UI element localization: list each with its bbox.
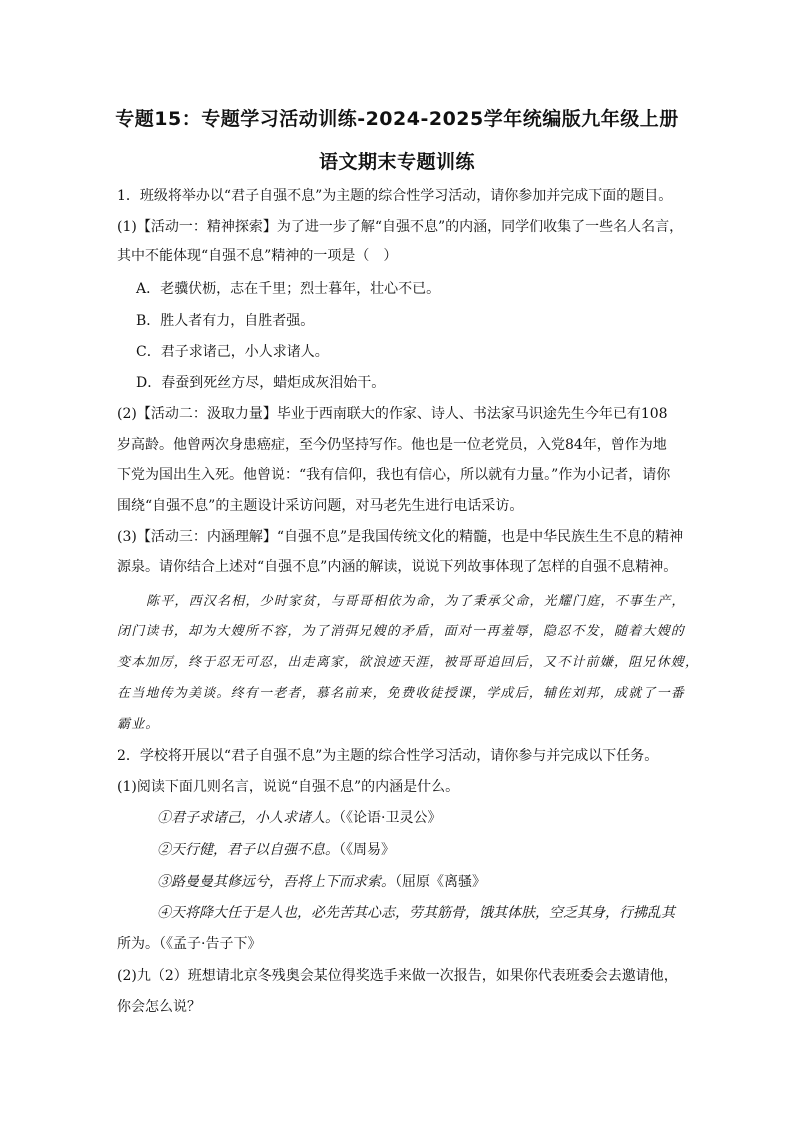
quote-2-text: ②天行健，君子以自强不息。 bbox=[157, 842, 339, 858]
q1-part2-line1: (2)【活动二：汲取力量】毕业于西南联大的作家、诗人、书法家马识途先生今年已有108 bbox=[117, 406, 668, 422]
q1-option-c: C．君子求诸己，小人求诸人。 bbox=[136, 344, 329, 360]
question-2-stem: 2．学校将开展以“君子自强不息”为主题的综合性学习活动，请你参与并完成以下任务。 bbox=[117, 748, 659, 764]
quote-4 bbox=[157, 903, 675, 923]
q1-option-b: B．胜人者有力，自胜者强。 bbox=[136, 313, 315, 329]
quote-3-source: （屈原《离骚》 bbox=[395, 874, 486, 890]
document-title-line1: 专题15：专题学习活动训练-2024-2025学年统编版九年级上册 bbox=[115, 108, 679, 130]
quote-3-text: ③路曼曼其修远兮，吾将上下而求索。 bbox=[157, 874, 395, 890]
q2-part2-line2: 你会怎么说？ bbox=[117, 999, 201, 1015]
q1-option-d: D．春蚕到死丝方尽，蜡炬成灰泪始干。 bbox=[136, 375, 386, 391]
q2-part1: (1)阅读下面几则名言，说说“自强不息”的内涵是什么。 bbox=[117, 779, 460, 795]
q1-part2-line2: 岁高龄。他曾两次身患癌症，至今仍坚持写作。他也是一位老党员，入党84年，曾作为地 bbox=[117, 437, 667, 453]
q1-part2-line3: 下党为国出生入死。他曾说：“我有信仰，我也有信心，所以就有力量。”作为小记者，请你 bbox=[117, 467, 671, 483]
document-title-line2: 语文期末专题训练 bbox=[318, 151, 475, 173]
q1-part1-line1: (1)【活动一：精神探索】为了进一步了解“自强不息”的内涵，同学们收集了一些名人名言， bbox=[117, 219, 684, 235]
quote-1-source: （《论语·卫灵公》 bbox=[339, 810, 442, 826]
q1-part2-line4: 围绕“自强不息”的主题设计采访问题，对马老先生进行电话采访。 bbox=[117, 498, 524, 514]
question-1-stem: 1．班级将举办以“君子自强不息”为主题的综合性学习活动，请你参加并完成下面的题目。 bbox=[117, 188, 673, 204]
q1-part1-line2: 其中不能体现“自强不息”精神的一项是（ ） bbox=[117, 248, 398, 264]
quote-4-text: ④天将降大任于是人也，必先苦其心志，劳其筋骨，饿其体肤，空乏其身，行拂乱其 bbox=[157, 905, 675, 921]
quote-2-source: （《周易》 bbox=[339, 842, 395, 858]
quote-1 bbox=[157, 808, 441, 828]
q1-part3-line2: 源泉。请你结合上述对“自强不息”内涵的解读，说说下列故事体现了怎样的自强不息精神。 bbox=[117, 559, 678, 575]
story-line-2: 闭门读书，却为大嫂所不容，为了消弭兄嫂的矛盾，面对一再羞辱，隐忍不发，随着大嫂的 bbox=[117, 624, 686, 639]
q1-option-a: A．老骥伏枥，志在千里；烈士暮年，壮心不已。 bbox=[136, 281, 441, 297]
quote-3 bbox=[157, 872, 486, 892]
quote-4-line2: 所为。（《孟子·告子下》 bbox=[117, 936, 262, 952]
story-line-5: 霸业。 bbox=[117, 717, 160, 732]
quote-2 bbox=[157, 840, 395, 860]
q2-part2-line1: (2)九（2）班想请北京冬残奥会某位得奖选手来做一次报告，如果你代表班委会去邀请他， bbox=[117, 968, 678, 984]
q1-part3-line1: (3)【活动三：内涵理解】“自强不息”是我国传统文化的精髓，也是中华民族生生不息的精神 bbox=[117, 529, 684, 545]
quote-1-text: ①君子求诸己，小人求诸人。 bbox=[157, 810, 339, 826]
story-line-1: 陈平，西汉名相，少时家贫，与哥哥相依为命，为了秉承父命，光耀门庭，不事生产， bbox=[146, 594, 686, 609]
story-line-3: 变本加厉，终于忍无可忍，出走离家，欲浪迹天涯，被哥哥追回后，又不计前嫌，阻兄休嫂， bbox=[117, 655, 700, 670]
story-line-4: 在当地传为美谈。终有一老者，慕名前来，免费收徒授课，学成后，辅佐刘邦，成就了一番 bbox=[117, 686, 686, 701]
